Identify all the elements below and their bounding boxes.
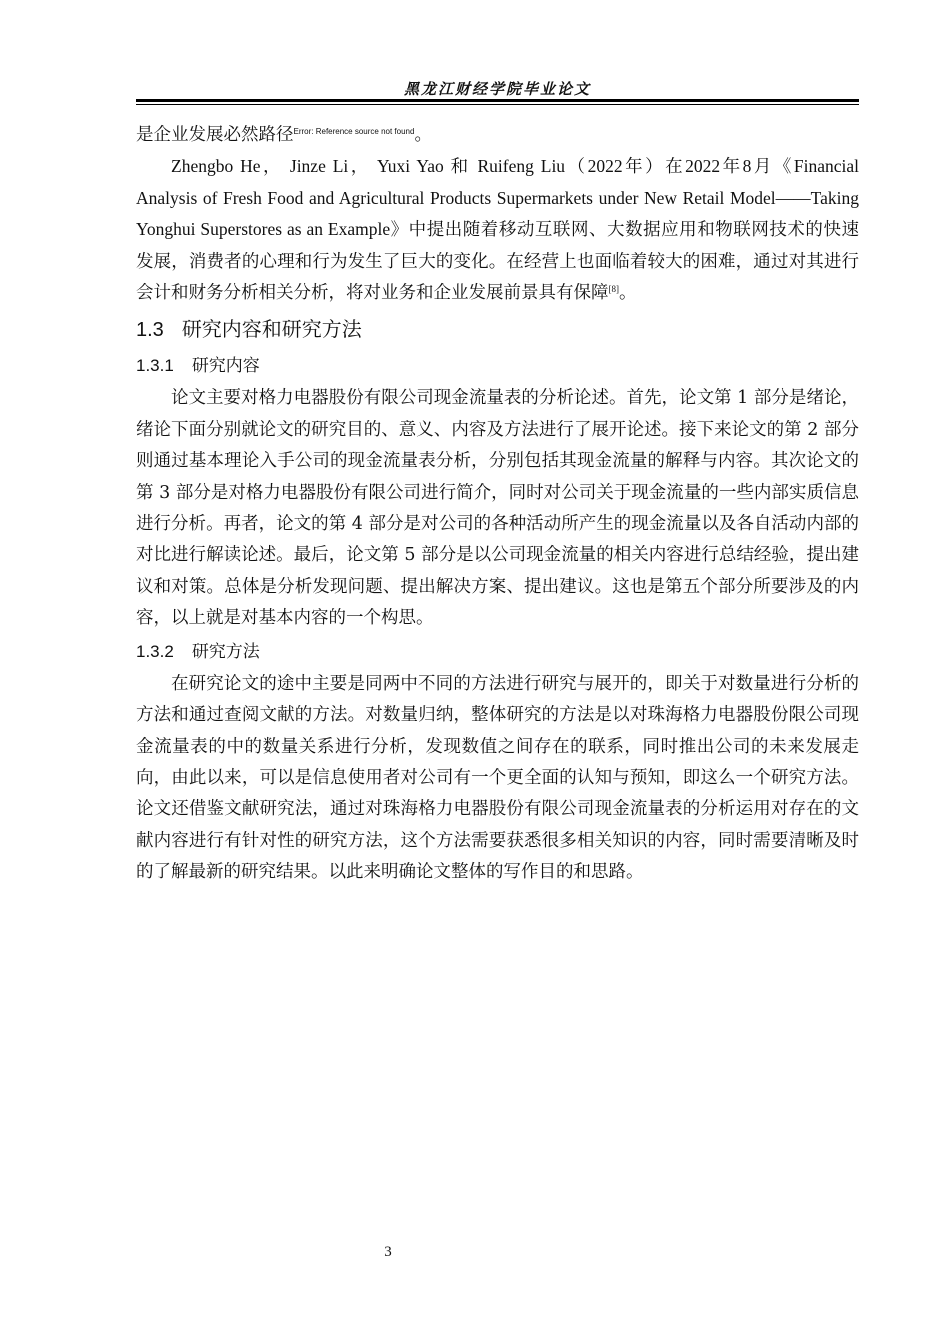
paragraph-end-mark: 。 (619, 282, 637, 303)
paragraph-continuation (136, 120, 859, 151)
reference-error-note: Error: Reference source not found (293, 127, 415, 136)
section-heading-1-3 (136, 312, 859, 347)
body-text (136, 120, 859, 889)
page-number: 3 (384, 1244, 392, 1260)
section-number: 1.3 (136, 319, 164, 342)
subsection-number: 1.3.2 (136, 641, 174, 661)
paragraph-research-content: 论文主要对格力电器股份有限公司现金流量表的分析论述。首先，论文第 1 部分是绪论，绪论下面分别就论文的研究目的、意义、内容及方法进行了展开论述。接下来论文的第 2 部分则通过基本理论入手公司的现金流量表分析，分别包括其现金流量的解释与内容。其次论文的第 3 部分是对格力电器股份有限公司进行简介，同时对公司关于现金流量的一些内部实质信息进行分析。再者，论文的第 4 部分是对公司的各种活动所产生的现金流量以及各自活动内部的对比进行解读论述。最后，论文第 5 部分是以公司现金流量的相关内容进行总结经验，提出建议和对策。总体是分析发现问题、提出解决方案、提出建议。这也是第五个部分所要涉及的内容，以上就是对基本内容的一个构思。 (136, 388, 859, 629)
paragraph-research-method: 在研究论文的途中主要是同两中不同的方法进行研究与展开的，即关于对数量进行分析的方法和通过查阅文献的方法。对数量归纳，整体研究的方法是以对珠海格力电器股份限公司现金流量表的中的数量关系进行分析，发现数值之间存在的联系，同时推出公司的未来发展走向，由此以来，可以是信息使用者对公司有一个更全面的认知与预知，即这么一个研究方法。论文还借鉴文献研究法，通过对珠海格力电器股份有限公司现金流量表的分析运用对存在的文献内容进行有针对性的研究方法，这个方法需要获悉很多相关知识的内容，同时需要清晰及时的了解最新的研究结果。以此来明确论文整体的写作目的和思路。 (136, 673, 859, 883)
paragraph-text: Zhengbo He， Jinze Li， Yuxi Yao 和 Ruifeng Liu（2022年）在2022年8月《Financial Analysis of Fresh Food and Agricultural Products Supermarkets under New Retail Model——Taking Yonghui Superstores as an Example》中提出随着移动互联网、大数据应用和物联网技术的快速发展，消费者的心理和行为发生了巨大的变化。在经营上也面临着较大的困难，通过对其进行会计和财务分析相关分析，将对业务和企业发展前景具有保障 (136, 156, 859, 303)
citation-marker: [8] (608, 284, 619, 295)
header-rule-thin (136, 104, 859, 105)
paragraph-end-mark: 。 (414, 125, 432, 145)
running-header-title: 黑龙江财经学院毕业论文 (403, 80, 591, 98)
header-rule-thick (136, 99, 859, 102)
paragraph-text: 是企业发展必然路径 (136, 125, 294, 145)
subsection-title: 研究内容 (191, 356, 260, 377)
subsection-title: 研究方法 (191, 641, 260, 662)
subsection-number: 1.3.1 (136, 356, 174, 376)
subsection-heading-1-3-2 (136, 635, 859, 669)
subsection-heading-1-3-1 (136, 349, 859, 383)
paragraph-literature-review (136, 151, 859, 308)
section-title: 研究内容和研究方法 (181, 317, 362, 342)
